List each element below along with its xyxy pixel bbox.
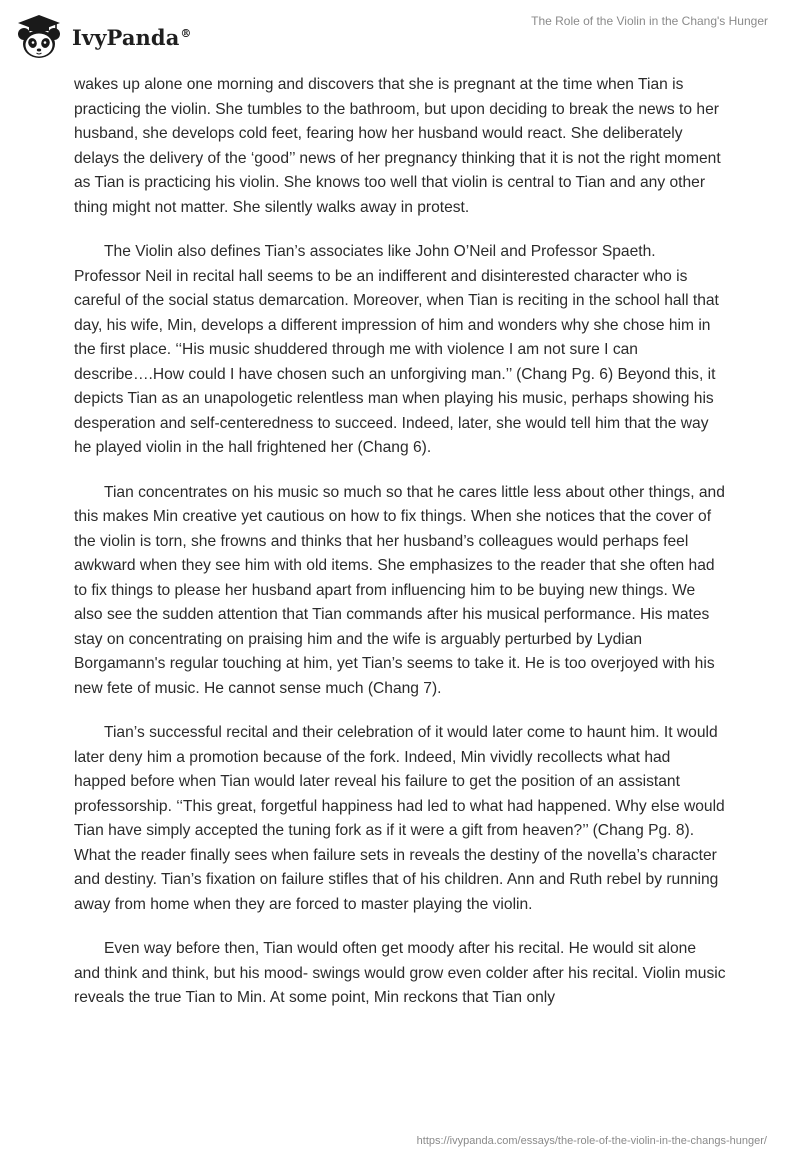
essay-body <box>74 73 726 1031</box>
brand-name <box>72 25 192 50</box>
brand-name-text: IvyPanda <box>72 24 180 50</box>
paragraph: Even way before then, Tian would often get moody after his recital. He would sit alone and think and think, but his mood- swings would grow even colder after his recital. Violin music reveals the true Tian to Min. At some point, Min reckons that Tian only <box>74 940 726 1006</box>
paragraph: Tian concentrates on his music so much so that he cares little less about other things, and this makes Min creative yet cautious on how to fix things. When she notices that the cover of the violin is torn, she frowns and thinks that her husband’s colleagues would perhaps feel awkward when they see him with old items. She emphasizes to the reader that she often had to fix things to please her husband apart from influencing him to be buying new things. We also see the sudden attention that Tian commands after his musical performance. His mates stay on concentrating on praising him and the wife is arguably perturbed by Lydian Borgamann's regular touching at him, yet Tian’s seems to take it. He is too overjoyed with his new fete of music. He cannot sense much (Chang 7). <box>74 483 725 697</box>
page-header <box>0 0 800 70</box>
registered-mark: ® <box>180 26 192 40</box>
ivypanda-logo[interactable] <box>14 12 192 62</box>
source-url[interactable]: https://ivypanda.com/essays/the-role-of-the-violin-in-the-changs-hunger/ <box>416 1135 767 1147</box>
paragraph: Tian’s successful recital and their celebration of it would later come to haunt him. It would later deny him a promotion because of the fork. Indeed, Min vividly recollects what had happed before when Tian would later reveal his failure to get the position of an assistant professorship. ‘‘This great, forgetful happiness had led to what had happened. Why else would Tian have simply accepted the tuning fork as if it were a gift from heaven?’’ (Chang Pg. 8). What the reader finally sees when failure sets in reveals the destiny of the novella’s character and destiny. Tian’s fixation on failure stifles that of his children. Ann and Ruth rebel by running away from home when they are forced to master playing the violin. <box>74 724 725 913</box>
paragraph: The Violin also defines Tian’s associates like John O’Neil and Professor Spaeth. Professor Neil in recital hall seems to be an indifferent and disinterested character who is careful of the social status demarcation. Moreover, when Tian is reciting in the school hall that day, his wife, Min, develops a different impression of him and wonders why she chose him in the first place. ‘‘His music shuddered through me with violence I am not sure I can describe….How could I have chosen such an unforgiving man.’’ (Chang Pg. 6) Beyond this, it depicts Tian as an unapologetic relentless man when playing his music, perhaps showing his desperation and self-centeredness to succeed. Indeed, later, she would tell him that the way he played violin in the hall frightened her (Chang 6). <box>74 243 719 456</box>
document-title: The Role of the Violin in the Chang's Hunger <box>531 14 768 28</box>
panda-logo-icon <box>14 12 64 62</box>
paragraph: wakes up alone one morning and discovers that she is pregnant at the time when Tian is practicing the violin. She tumbles to the bathroom, but upon deciding to break the news to her husband, she develops cold feet, fearing how her husband would react. She deliberately delays the delivery of the ‘good’’ news of her pregnancy thinking that it is not the right moment as Tian is practicing his violin. She knows too well that violin is central to Tian and any other thing might not matter. She silently walks away in protest. <box>74 76 721 216</box>
